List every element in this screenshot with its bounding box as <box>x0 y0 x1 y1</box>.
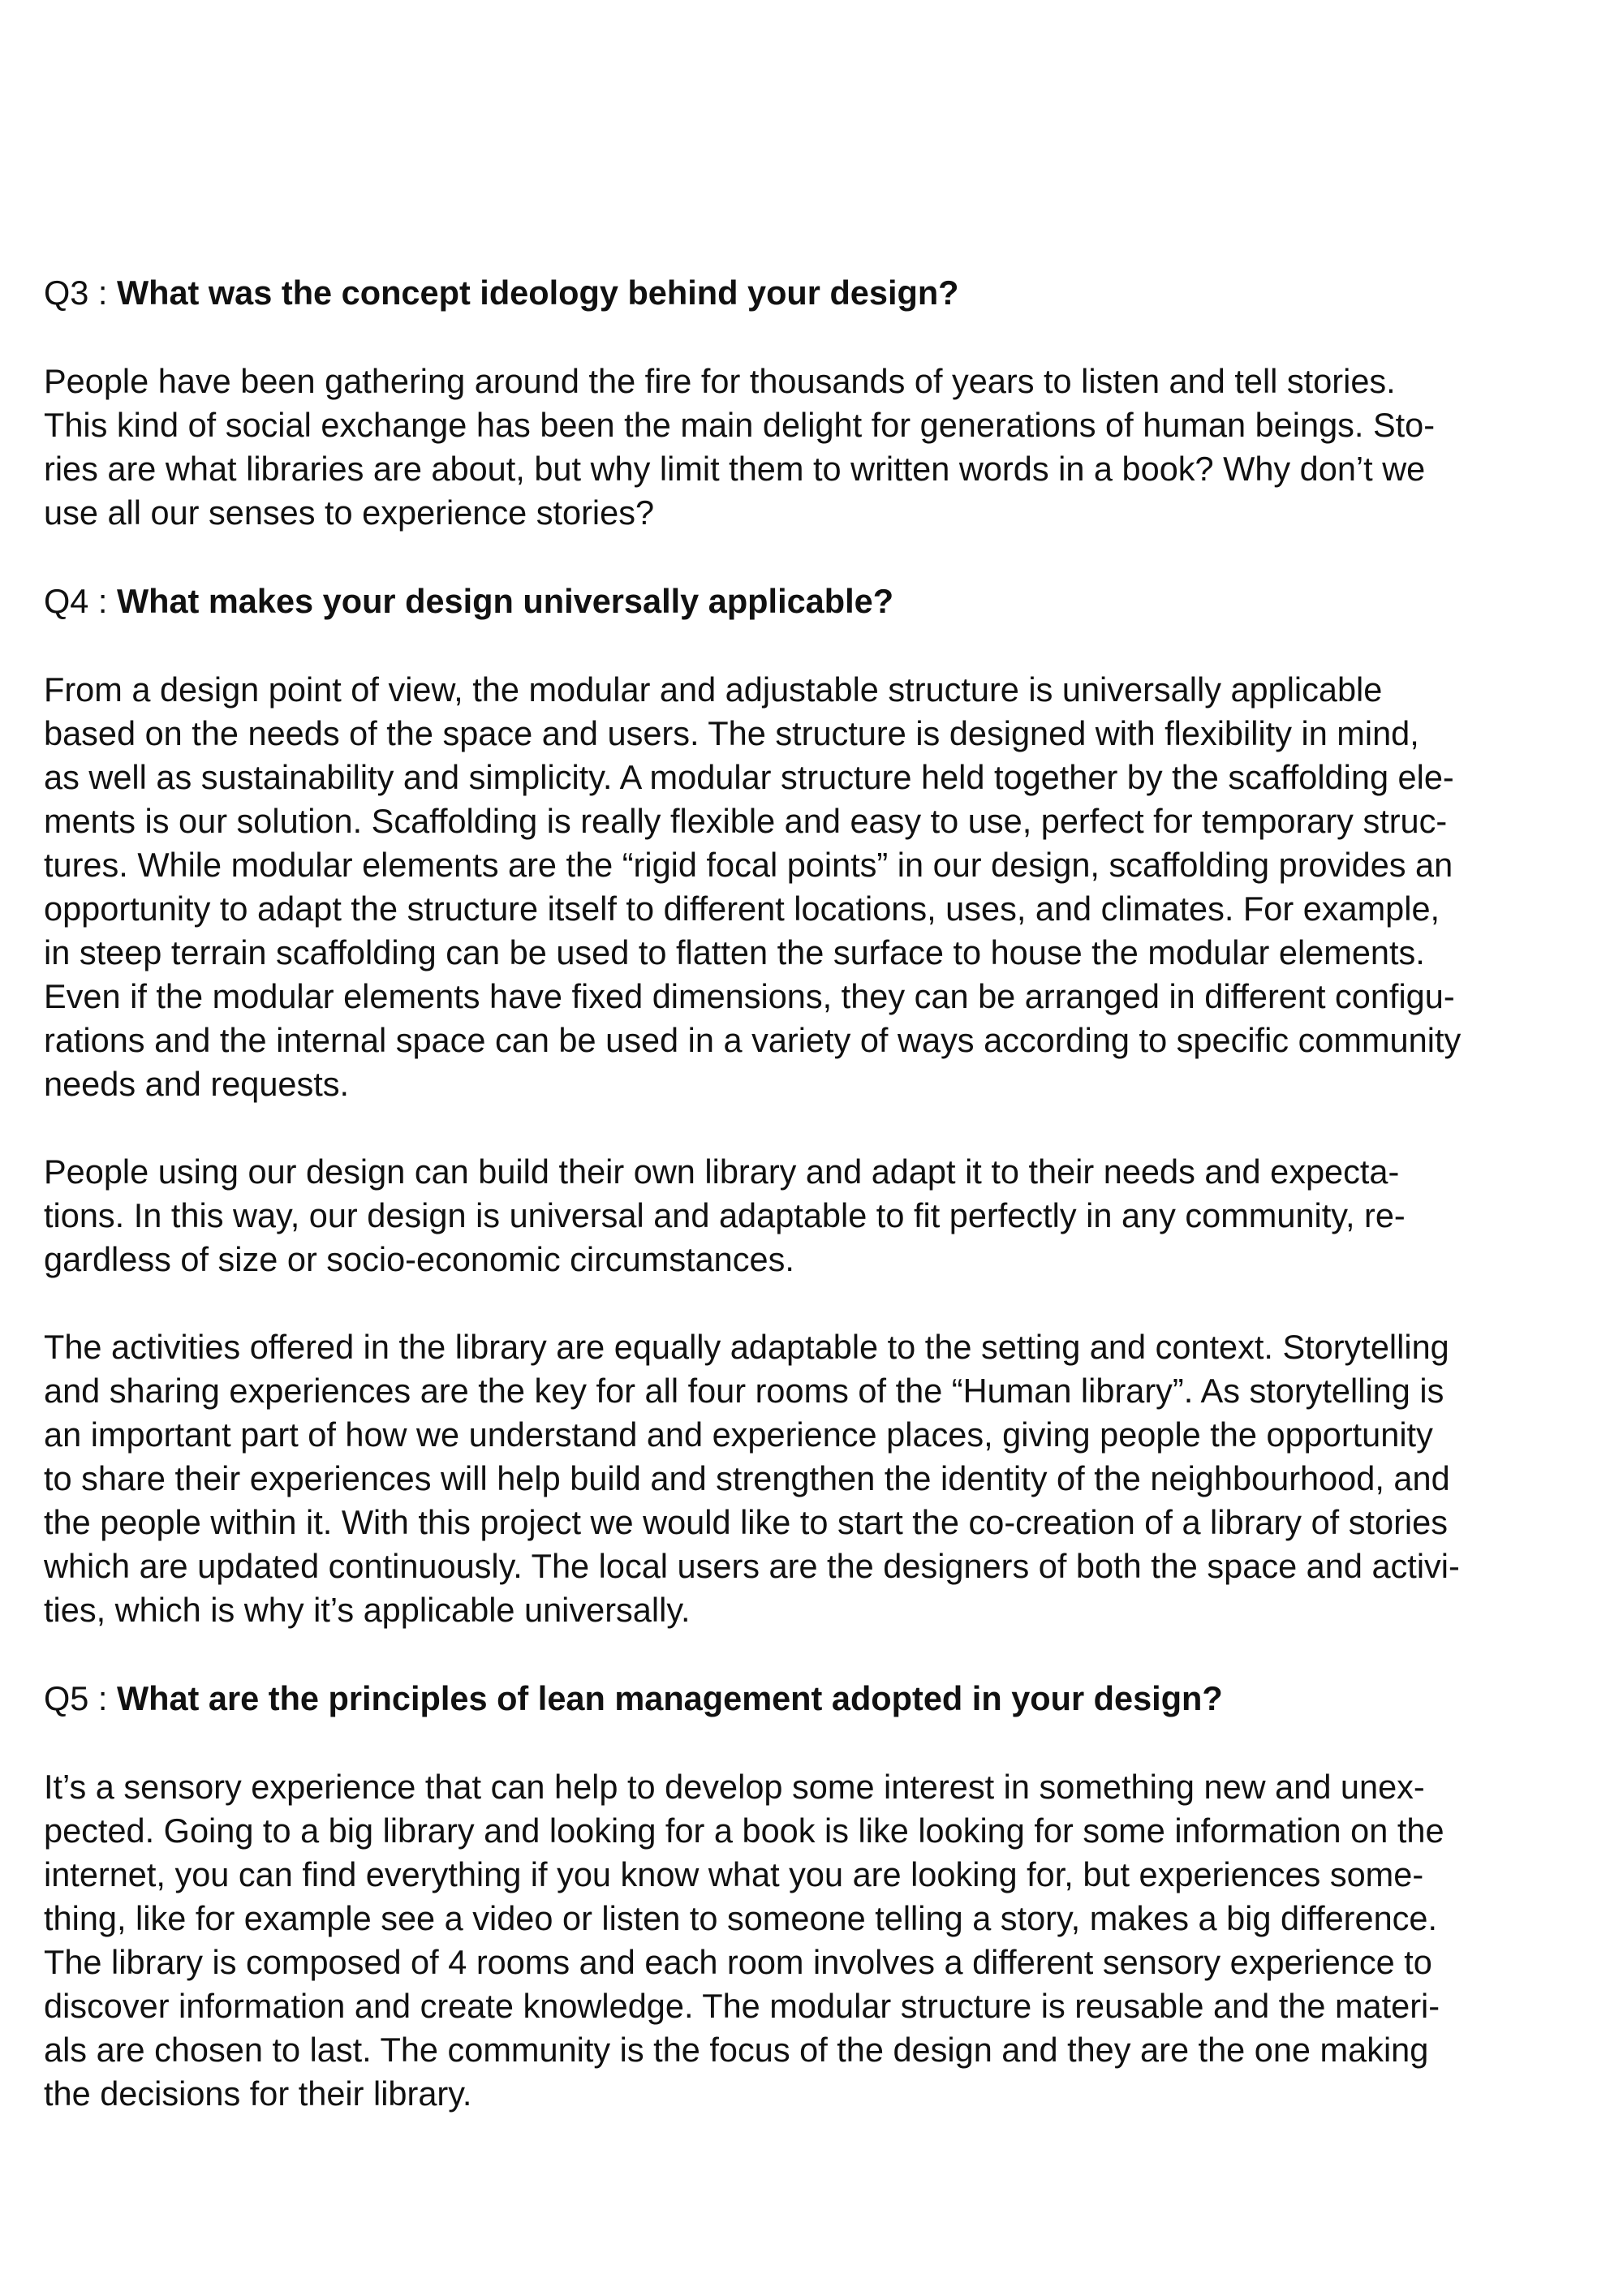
paragraph-line: the people within it. With this project we would like to start the co-creation of a library of stories <box>44 1503 1448 1541</box>
question-number: Q5 : <box>44 1679 117 1717</box>
question-heading <box>44 1677 1223 1721</box>
paragraph-line: gardless of size or socio-economic circumstances. <box>44 1240 794 1278</box>
paragraph-line: thing, like for example see a video or listen to someone telling a story, makes a big difference. <box>44 1899 1438 1937</box>
paragraph-line: It’s a sensory experience that can help to develop some interest in something new and unex- <box>44 1768 1425 1806</box>
paragraph-line: People have been gathering around the fire for thousands of years to listen and tell stories. <box>44 362 1396 400</box>
paragraph-line: as well as sustainability and simplicity. A modular structure held together by the scaffolding ele- <box>44 758 1454 796</box>
paragraph-line: ties, which is why it’s applicable universally. <box>44 1591 691 1629</box>
paragraph-line: Even if the modular elements have fixed dimensions, they can be arranged in different configu- <box>44 977 1455 1015</box>
paragraph-line: The library is composed of 4 rooms and each room involves a different sensory experience to <box>44 1943 1432 1981</box>
paragraph-line: an important part of how we understand and experience places, giving people the opportunity <box>44 1415 1433 1454</box>
paragraph-line: the decisions for their library. <box>44 2074 472 2113</box>
paragraph-line: The activities offered in the library are equally adaptable to the setting and context. Storytelling <box>44 1328 1449 1366</box>
paragraph-line: rations and the internal space can be used in a variety of ways according to specific community <box>44 1021 1462 1059</box>
paragraph-line: als are chosen to last. The community is the focus of the design and they are the one making <box>44 2031 1429 2069</box>
paragraph-line: and sharing experiences are the key for all four rooms of the “Human library”. As storytelling is <box>44 1372 1444 1410</box>
question-heading <box>44 271 959 315</box>
paragraph-line: which are updated continuously. The local users are the designers of both the space and activi- <box>44 1547 1460 1585</box>
paragraph-line: People using our design can build their own library and adapt it to their needs and expecta- <box>44 1152 1400 1191</box>
paragraph-line: needs and requests. <box>44 1065 350 1103</box>
paragraph-line: ments is our solution. Scaffolding is really flexible and easy to use, perfect for temporary struc- <box>44 802 1448 840</box>
question-text: What makes your design universally applicable? <box>116 582 894 620</box>
paragraph-line: to share their experiences will help build and strengthen the identity of the neighbourhood, and <box>44 1459 1450 1497</box>
paragraph-line: This kind of social exchange has been the main delight for generations of human beings. Sto- <box>44 406 1436 444</box>
question-heading <box>44 579 893 623</box>
paragraph-line: use all our senses to experience stories? <box>44 493 655 532</box>
paragraph-line: ries are what libraries are about, but why limit them to written words in a book? Why don’t we <box>44 450 1426 488</box>
paragraph-line: in steep terrain scaffolding can be used to flatten the surface to house the modular elements. <box>44 933 1425 971</box>
paragraph-line: pected. Going to a big library and looking for a book is like looking for some information on the <box>44 1811 1444 1850</box>
paragraph-line: internet, you can find everything if you know what you are looking for, but experiences some- <box>44 1855 1424 1893</box>
paragraph-line: From a design point of view, the modular and adjustable structure is universally applicable <box>44 670 1383 709</box>
paragraph-line: tures. While modular elements are the “rigid focal points” in our design, scaffolding provides an <box>44 846 1453 884</box>
question-number: Q3 : <box>44 274 117 312</box>
question-text: What are the principles of lean management adopted in your design? <box>116 1679 1223 1717</box>
question-text: What was the concept ideology behind your design? <box>116 274 959 312</box>
question-number: Q4 : <box>44 582 117 620</box>
paragraph-line: based on the needs of the space and users. The structure is designed with flexibility in mind, <box>44 714 1419 752</box>
paragraph-line: opportunity to adapt the structure itself to different locations, uses, and climates. For example, <box>44 890 1440 928</box>
paragraph-line: discover information and create knowledge. The modular structure is reusable and the materi- <box>44 1987 1440 2025</box>
paragraph-line: tions. In this way, our design is universal and adaptable to fit perfectly in any community, re- <box>44 1196 1406 1234</box>
